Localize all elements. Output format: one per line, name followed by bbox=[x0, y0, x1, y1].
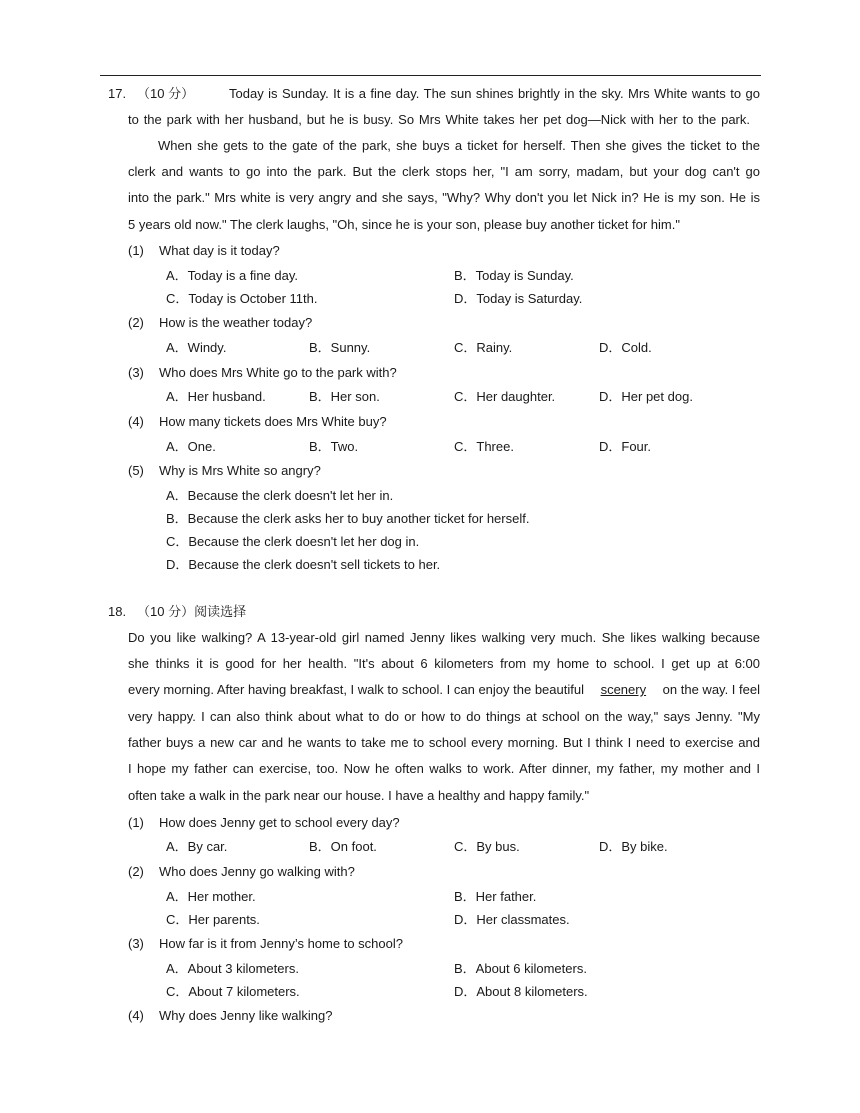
option-b[interactable]: B．Today is Sunday. bbox=[454, 268, 574, 283]
subquestion-text: How far is it from Jenny’s home to school? bbox=[159, 936, 403, 951]
passage-text: on the way. I feel bbox=[659, 682, 760, 697]
option-c[interactable]: C．Because the clerk doesn't let her dog in. bbox=[166, 534, 420, 549]
option-d[interactable]: D．Four. bbox=[599, 439, 652, 454]
option-a[interactable]: A．One. bbox=[166, 439, 216, 454]
passage-line: father buys a new car and he wants to take me to school every morning. But I think I need to exercise and bbox=[128, 735, 760, 750]
subquestion-number: (3) bbox=[128, 936, 144, 951]
option-c[interactable]: C．Rainy. bbox=[454, 340, 513, 355]
option-b[interactable]: B．Her son. bbox=[309, 389, 380, 404]
passage-line: I hope my father can exercise, too. Now he often walks to work. After dinner, my father, my mother and I bbox=[128, 761, 760, 776]
option-d[interactable]: D．About 8 kilometers. bbox=[454, 984, 588, 999]
option-c[interactable]: C．Three. bbox=[454, 439, 514, 454]
option-a[interactable]: A．Today is a fine day. bbox=[166, 268, 298, 283]
option-c[interactable]: C．About 7 kilometers. bbox=[166, 984, 300, 999]
option-c[interactable]: C．Her daughter. bbox=[454, 389, 556, 404]
subquestion-number: (3) bbox=[128, 365, 144, 380]
underlined-word: scenery bbox=[600, 682, 647, 697]
option-d[interactable]: D．Her pet dog. bbox=[599, 389, 693, 404]
passage-line: she thinks it is good for her health. "It's about 6 kilometers from my home to school. I get up at 6:00 bbox=[128, 656, 760, 671]
question-score: （10 分）阅读选择 bbox=[137, 604, 247, 619]
subquestion-text: What day is it today? bbox=[159, 243, 280, 258]
option-d[interactable]: D．By bike. bbox=[599, 839, 668, 854]
option-a[interactable]: A．Her husband. bbox=[166, 389, 266, 404]
subquestion-text: How does Jenny get to school every day? bbox=[159, 815, 400, 830]
option-a[interactable]: A．By car. bbox=[166, 839, 228, 854]
option-d[interactable]: D．Because the clerk doesn't sell tickets to her. bbox=[166, 557, 441, 572]
subquestion-number: (1) bbox=[128, 815, 144, 830]
option-b[interactable]: B．About 6 kilometers. bbox=[454, 961, 587, 976]
question-number: 18. bbox=[108, 604, 127, 619]
option-a[interactable]: A．About 3 kilometers. bbox=[166, 961, 299, 976]
passage-text: every morning. After having breakfast, I walk to school. I can enjoy the beautiful bbox=[128, 682, 588, 697]
passage-line: clerk and wants to go into the park. But the clerk stops her, "I am sorry, madam, but your dog can't go bbox=[128, 164, 760, 179]
question-score: （10 分） bbox=[137, 86, 195, 101]
option-d[interactable]: D．Today is Saturday. bbox=[454, 291, 583, 306]
option-a[interactable]: A．Because the clerk doesn't let her in. bbox=[166, 488, 394, 503]
subquestion-number: (4) bbox=[128, 414, 144, 429]
option-b[interactable]: B．Two. bbox=[309, 439, 359, 454]
passage-line bbox=[128, 681, 760, 699]
subquestion-text: Why is Mrs White so angry? bbox=[159, 463, 321, 478]
subquestion-text: How many tickets does Mrs White buy? bbox=[159, 414, 387, 429]
option-d[interactable]: D．Her classmates. bbox=[454, 912, 570, 927]
subquestion-number: (2) bbox=[128, 315, 144, 330]
header-rule bbox=[100, 75, 761, 76]
subquestion-text: Who does Jenny go walking with? bbox=[159, 864, 355, 879]
option-c[interactable]: C．By bus. bbox=[454, 839, 520, 854]
subquestion-text: Who does Mrs White go to the park with? bbox=[159, 365, 397, 380]
subquestion-text: How is the weather today? bbox=[159, 315, 313, 330]
option-c[interactable]: C．Her parents. bbox=[166, 912, 260, 927]
option-b[interactable]: B．Sunny. bbox=[309, 340, 371, 355]
subquestion-number: (5) bbox=[128, 463, 144, 478]
passage-line: Today is Sunday. It is a fine day. The sun shines brightly in the sky. Mrs White wants to go bbox=[229, 86, 760, 101]
passage-line: often take a walk in the park near our house. I have a healthy and happy family." bbox=[128, 788, 590, 803]
option-b[interactable]: B．Her father. bbox=[454, 889, 537, 904]
option-d[interactable]: D．Cold. bbox=[599, 340, 652, 355]
option-b[interactable]: B．On foot. bbox=[309, 839, 377, 854]
passage-line: very happy. I can also think about what to do or how to do things at school on the way," says Jenny. "My bbox=[128, 709, 760, 724]
question-number: 17. bbox=[108, 86, 127, 101]
passage-line: 5 years old now." The clerk laughs, "Oh, since he is your son, please buy another ticket for him." bbox=[128, 217, 680, 232]
subquestion-number: (2) bbox=[128, 864, 144, 879]
option-b[interactable]: B．Because the clerk asks her to buy another ticket for herself. bbox=[166, 511, 530, 526]
subquestion-number: (4) bbox=[128, 1008, 144, 1023]
passage-line: When she gets to the gate of the park, she buys a ticket for herself. Then she gives the ticket to the bbox=[158, 138, 760, 153]
passage-line: Do you like walking? A 13-year-old girl named Jenny likes walking very much. She likes walking because bbox=[128, 630, 760, 645]
passage-line: to the park with her husband, but he is busy. So Mrs White takes her pet dog—Nick with her to the park. bbox=[128, 112, 750, 127]
option-a[interactable]: A．Her mother. bbox=[166, 889, 256, 904]
option-a[interactable]: A．Windy. bbox=[166, 340, 227, 355]
option-c[interactable]: C．Today is October 11th. bbox=[166, 291, 318, 306]
subquestion-text: Why does Jenny like walking? bbox=[159, 1008, 333, 1023]
subquestion-number: (1) bbox=[128, 243, 144, 258]
passage-line: into the park." Mrs white is very angry and she says, "Why? Why don't you let Nick in? He is my son. He is bbox=[128, 190, 760, 205]
